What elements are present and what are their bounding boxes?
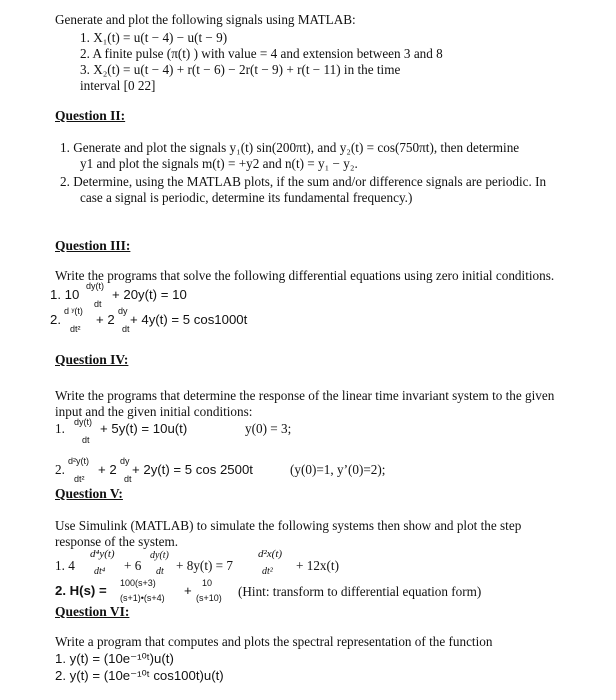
q2-item-1: 1. Generate and plot the signals y₁(t) sin(200πt), and y₂(t) = cos(750πt), then determine	[60, 140, 520, 155]
q2-item-1-cont: y1 and plot the signals m(t) = +y2 and n(t) = y₁ − y₂.	[80, 156, 358, 171]
q5-eq2-plus: +	[184, 583, 192, 598]
q4-eq2-mid: + 2	[98, 462, 117, 477]
q4-eq1-prefix: 1.	[55, 421, 65, 436]
q6-eq2: 2. y(t) = (10e⁻¹⁰ᵗ cos100t)u(t)	[55, 668, 224, 683]
q3-eq1-prefix: 1. 10	[50, 287, 80, 302]
q3-intro: Write the programs that solve the following differential equations using zero initial conditions.	[55, 268, 555, 283]
q3-eq2-denominator: dt²	[70, 324, 81, 334]
q6-eq1: 1. y(t) = (10e⁻¹⁰ᵗ)u(t)	[55, 651, 174, 666]
q5-eq2-numerator: 100(s+3)	[120, 578, 156, 588]
q5-eq2-prefix: 2. H(s) =	[55, 583, 107, 598]
q4-eq1-initial-condition: y(0) = 3;	[245, 421, 292, 436]
q4-eq2-denominator-2: dt	[124, 474, 132, 484]
q5-eq1-denominator: dt⁴	[94, 566, 106, 577]
q3-eq2-mid: + 2	[96, 312, 115, 327]
q4-eq2-denominator: dt²	[74, 474, 85, 484]
q3-eq2-numerator-2: dy	[118, 306, 128, 316]
q4-eq1-numerator: dy(t)	[74, 417, 92, 427]
q5-eq1-rhs: + 12x(t)	[296, 558, 339, 573]
question-2-heading: Question II:	[55, 108, 126, 123]
q3-eq1-denominator: dt	[94, 299, 102, 309]
q4-eq2-rhs: + 2y(t) = 5 cos 2500t	[132, 462, 253, 477]
q4-eq2-numerator: d²y(t)	[68, 456, 89, 466]
q5-eq2-denominator-2: (s+10)	[196, 593, 222, 603]
q5-eq1-prefix: 1. 4	[55, 558, 75, 573]
q5-eq1-mid-2: + 8y(t) = 7	[176, 558, 233, 573]
q3-eq2-prefix: 2.	[50, 312, 61, 327]
question-3-heading: Question III:	[55, 238, 131, 253]
q2-item-2-cont: case a signal is periodic, determine its fundamental frequency.)	[80, 190, 413, 205]
q3-eq1-rhs: + 20y(t) = 10	[112, 287, 187, 302]
intro-item-3-cont: interval [0 22]	[80, 78, 156, 93]
intro-line: Generate and plot the following signals using MATLAB:	[55, 12, 356, 27]
q4-eq2-initial-conditions: (y(0)=1, y’(0)=2);	[290, 462, 386, 477]
q2-item-2: 2. Determine, using the MATLAB plots, if the sum and/or difference signals are periodic. In	[60, 174, 547, 189]
q4-eq1-rhs: + 5y(t) = 10u(t)	[100, 421, 188, 436]
question-6-heading: Question VI:	[55, 604, 130, 619]
q5-eq2-denominator: (s+1)•(s+4)	[120, 593, 165, 603]
q5-eq1-mid: + 6	[124, 558, 142, 573]
q3-eq1-numerator: dy(t)	[86, 281, 104, 291]
intro-item-2: 2. A finite pulse (π(t) ) with value = 4 and extension between 3 and 8	[80, 46, 443, 61]
q5-intro-1: Use Simulink (MATLAB) to simulate the following systems then show and plot the step	[55, 518, 522, 533]
q3-eq2-rhs: + 4y(t) = 5 cos1000t	[130, 312, 248, 327]
question-4-heading: Question IV:	[55, 352, 129, 367]
intro-item-1: 1. X₁(t) = u(t − 4) − u(t − 9)	[80, 30, 228, 45]
question-5-heading: Question V:	[55, 486, 123, 501]
q5-intro-2: response of the system.	[55, 534, 179, 549]
q5-eq1-numerator: d⁴y(t)	[90, 548, 115, 560]
q3-eq2-denominator-2: dt	[122, 324, 130, 334]
q5-eq2-hint: (Hint: transform to differential equation form)	[238, 584, 482, 599]
intro-item-3: 3. X₂(t) = u(t − 4) + r(t − 6) − 2r(t − 9) + r(t − 11) in the time	[80, 62, 401, 77]
q5-eq1-numerator-2: dy(t)	[150, 550, 169, 561]
q5-eq1-denominator-3: dt²	[262, 566, 273, 577]
q3-eq2-numerator: d ʸ(t)	[64, 306, 83, 316]
q4-intro-1: Write the programs that determine the response of the linear time invariant system to the given	[55, 388, 555, 403]
q4-eq1-denominator: dt	[82, 435, 90, 445]
q4-eq2-prefix: 2.	[55, 462, 65, 477]
q5-eq1-denominator-2: dt	[156, 566, 164, 577]
q5-eq1-numerator-3: d²x(t)	[258, 548, 283, 560]
q4-intro-2: input and the given initial conditions:	[55, 404, 253, 419]
q5-eq2-numerator-2: 10	[202, 578, 213, 588]
q6-intro: Write a program that computes and plots the spectral representation of the function	[55, 634, 493, 649]
q4-eq2-numerator-2: dy	[120, 456, 130, 466]
